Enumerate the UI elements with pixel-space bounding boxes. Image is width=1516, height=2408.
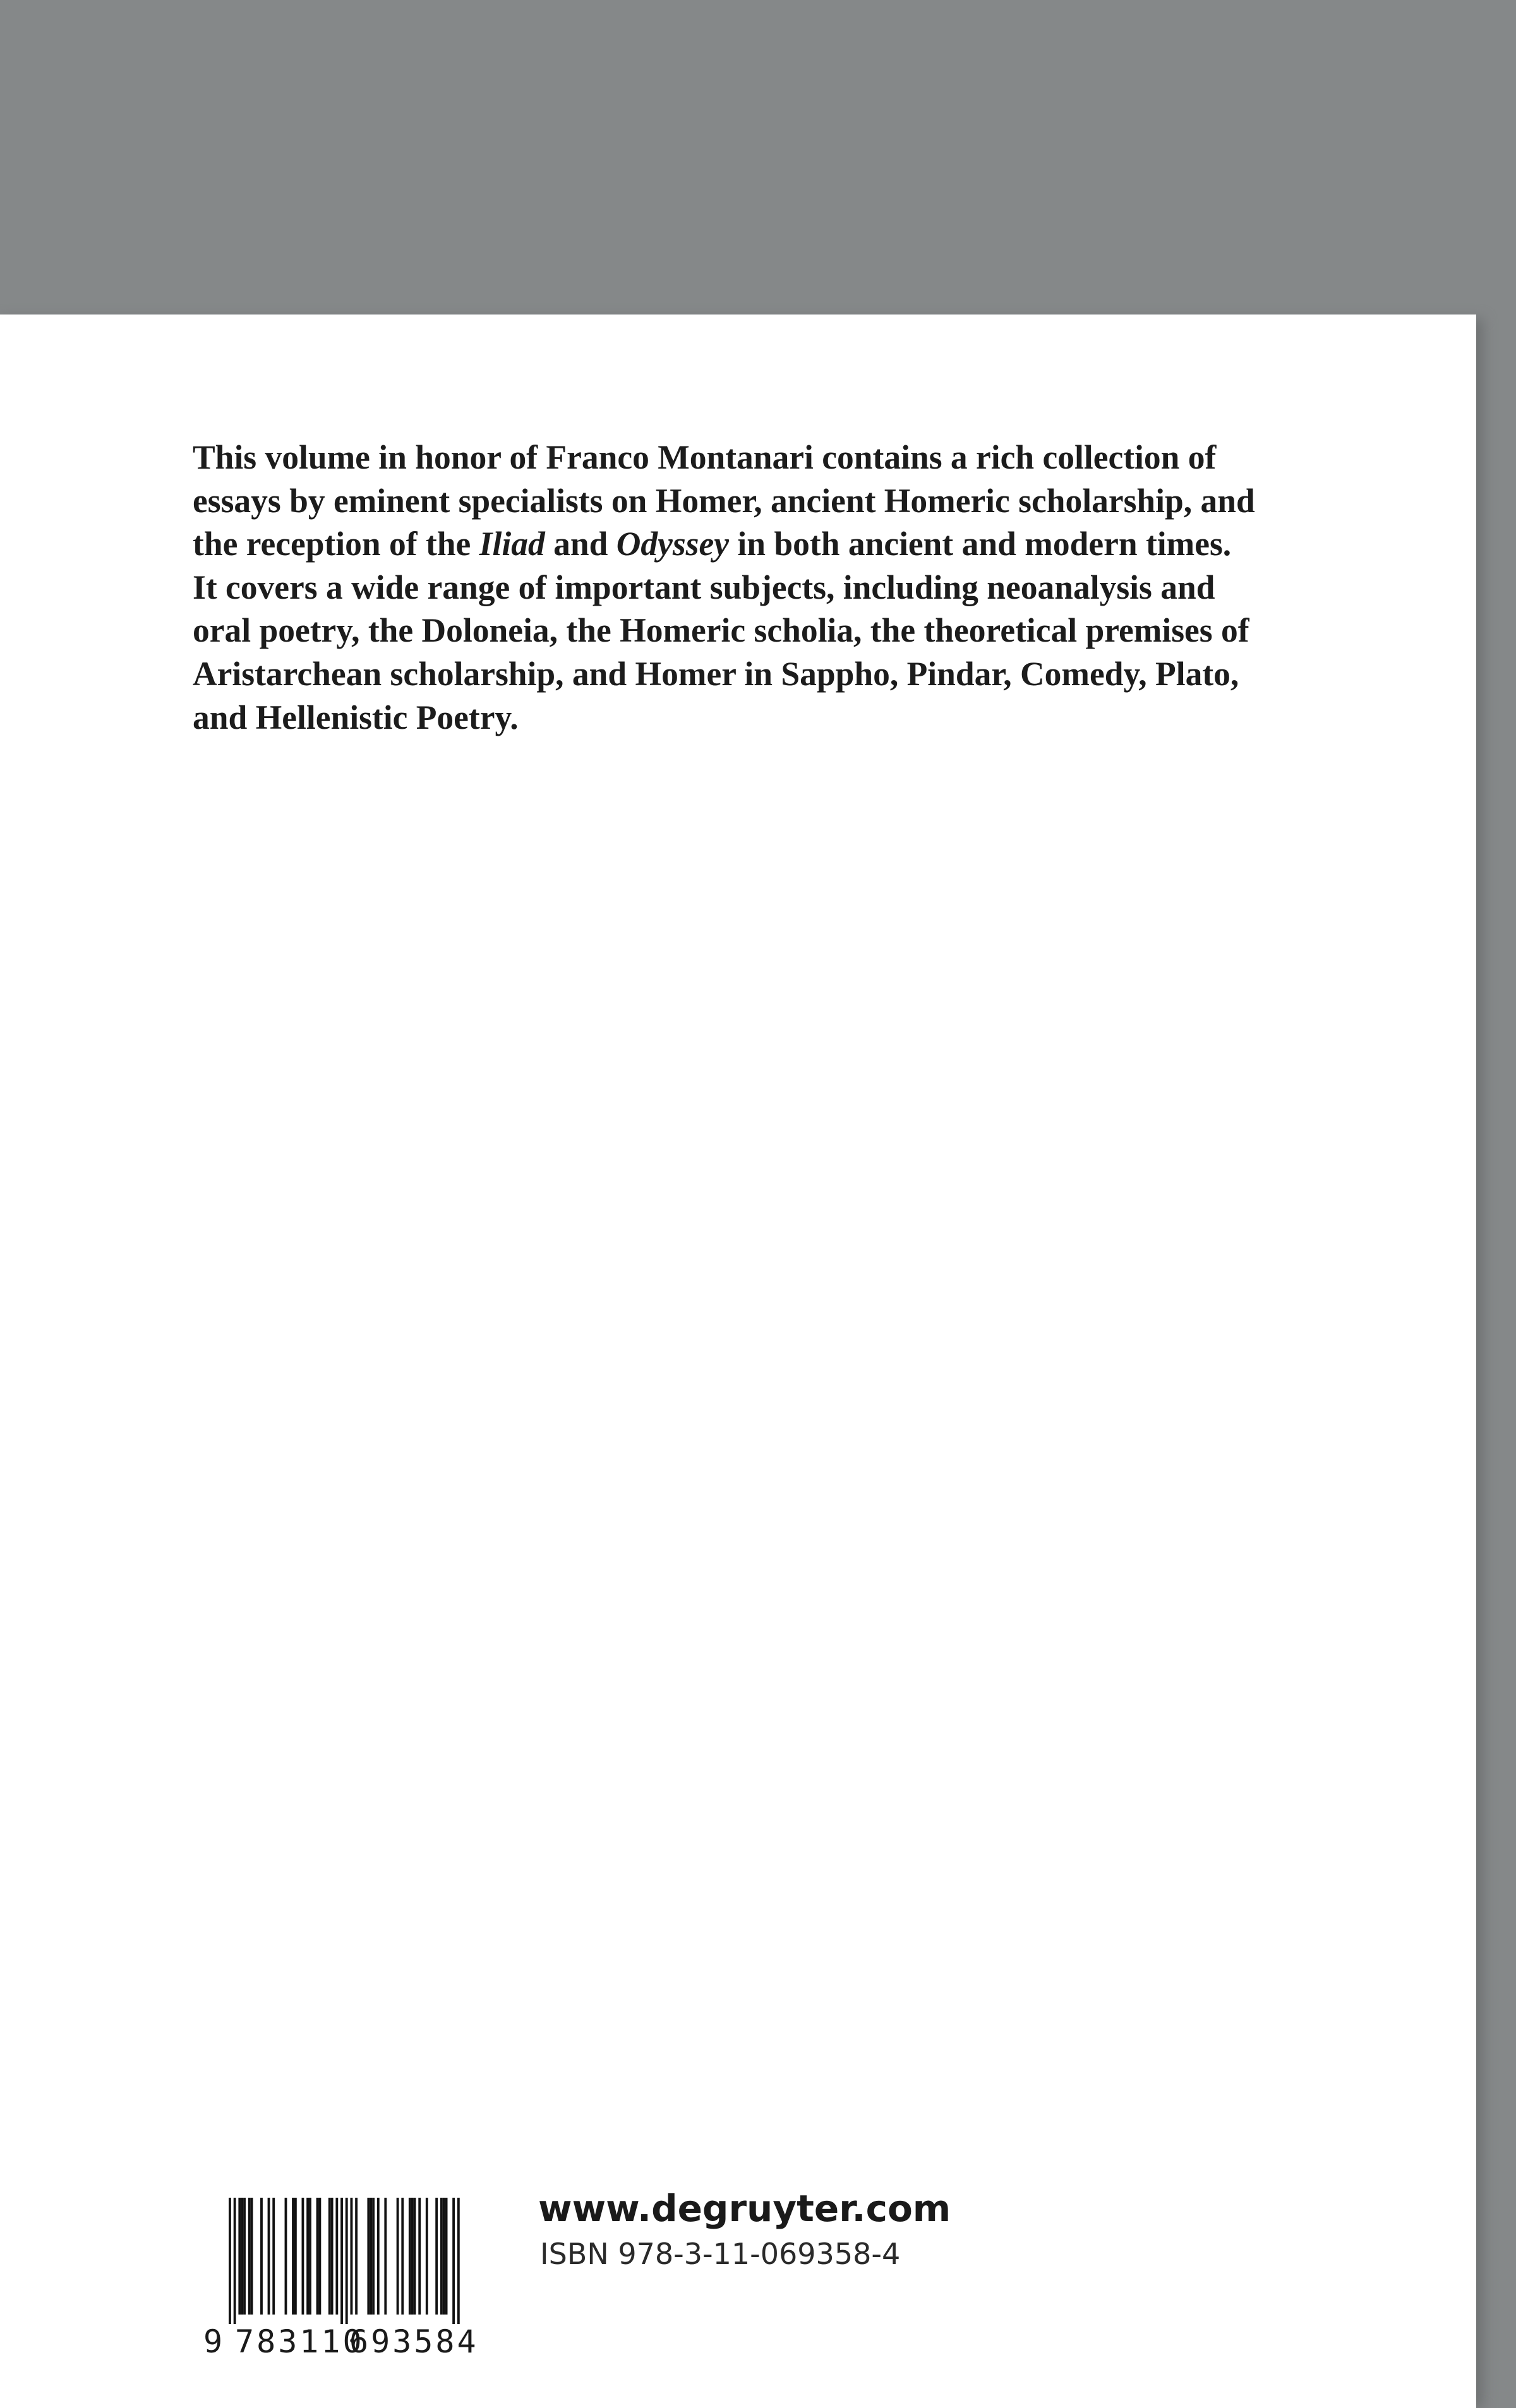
barcode-bar xyxy=(372,2198,375,2315)
barcode-bar xyxy=(367,2198,370,2315)
barcode-bar xyxy=(309,2198,311,2315)
barcode-bar xyxy=(331,2198,334,2315)
barcode-bar xyxy=(241,2198,243,2315)
barcode-bar xyxy=(306,2198,309,2315)
barcode-bar xyxy=(248,2198,251,2315)
barcode-bar xyxy=(370,2198,372,2315)
blurb-line-text: This volume in honor of Franco Montanari contains a rich collection of xyxy=(193,438,1217,476)
blurb-line-text: and Hellenistic Poetry. xyxy=(193,698,519,736)
barcode-bar xyxy=(401,2198,404,2315)
barcode-bar xyxy=(411,2198,414,2315)
barcode-bar xyxy=(426,2198,428,2315)
blurb-line xyxy=(193,696,1330,740)
blurb-line xyxy=(193,609,1330,652)
barcode-guard-bar xyxy=(346,2198,348,2324)
barcode-bar xyxy=(316,2198,319,2315)
blurb-title-italic: Odyssey xyxy=(616,525,729,563)
blurb-line-text: essays by eminent specialists on Homer, ancient Homeric scholarship, and xyxy=(193,481,1255,520)
barcode-bar xyxy=(328,2198,331,2315)
blurb-text xyxy=(193,436,1330,739)
barcode-bar xyxy=(355,2198,358,2315)
publisher-website-link[interactable]: www.degruyter.com xyxy=(538,2187,951,2230)
blurb-line-text: It covers a wide range of important subjects, including neoanalysis and xyxy=(193,568,1215,606)
blurb-line xyxy=(193,566,1330,609)
barcode-bar xyxy=(243,2198,246,2315)
blurb-title-italic: Iliad xyxy=(479,525,545,563)
barcode-bar xyxy=(272,2198,275,2315)
barcode-bar xyxy=(318,2198,321,2315)
blurb-line-text: the reception of the xyxy=(193,525,479,563)
blurb-line-text: and xyxy=(544,525,617,563)
blurb-line xyxy=(193,522,1330,566)
barcode-bar xyxy=(351,2198,353,2315)
barcode-bar xyxy=(418,2198,421,2315)
barcode-bar xyxy=(445,2198,448,2315)
blurb-line xyxy=(193,479,1330,523)
barcode-right-digits: 693584 xyxy=(349,2323,479,2360)
barcode-bar xyxy=(397,2198,399,2315)
barcode-bar xyxy=(292,2198,294,2315)
barcode-bar xyxy=(268,2198,270,2315)
barcode-bar xyxy=(335,2198,338,2315)
barcode-lead-digit: 9 xyxy=(203,2323,223,2360)
barcode-bar xyxy=(251,2198,253,2315)
barcode-guard-bar xyxy=(234,2198,236,2324)
blurb-line-text: in both ancient and modern times. xyxy=(729,525,1232,563)
barcode-bar xyxy=(285,2198,287,2315)
barcode-bar xyxy=(435,2198,438,2315)
barcode-guard-bar xyxy=(452,2198,455,2324)
barcode-bar xyxy=(302,2198,304,2315)
barcode-guard-bar xyxy=(340,2198,343,2324)
blurb-line xyxy=(193,652,1330,696)
barcode-bar xyxy=(384,2198,387,2315)
barcode-bar xyxy=(409,2198,411,2315)
barcode-bars xyxy=(203,2198,489,2324)
barcode-guard-bar xyxy=(457,2198,460,2324)
barcode-left-digits: 783110 xyxy=(235,2323,364,2360)
barcode-bar xyxy=(260,2198,263,2315)
isbn-number: ISBN 978-3-11-069358-4 xyxy=(540,2237,901,2271)
barcode-bar xyxy=(238,2198,241,2315)
barcode-bar xyxy=(414,2198,416,2315)
barcode-bar xyxy=(377,2198,380,2315)
barcode-bar xyxy=(443,2198,445,2315)
barcode-guard-bar xyxy=(229,2198,231,2324)
blurb-line-text: Aristarchean scholarship, and Homer in Sappho, Pindar, Comedy, Plato, xyxy=(193,654,1239,693)
barcode-bar xyxy=(294,2198,297,2315)
blurb-line-text: oral poetry, the Doloneia, the Homeric scholia, the theoretical premises of xyxy=(193,611,1249,650)
blurb-line xyxy=(193,436,1330,479)
barcode-bar xyxy=(440,2198,443,2315)
